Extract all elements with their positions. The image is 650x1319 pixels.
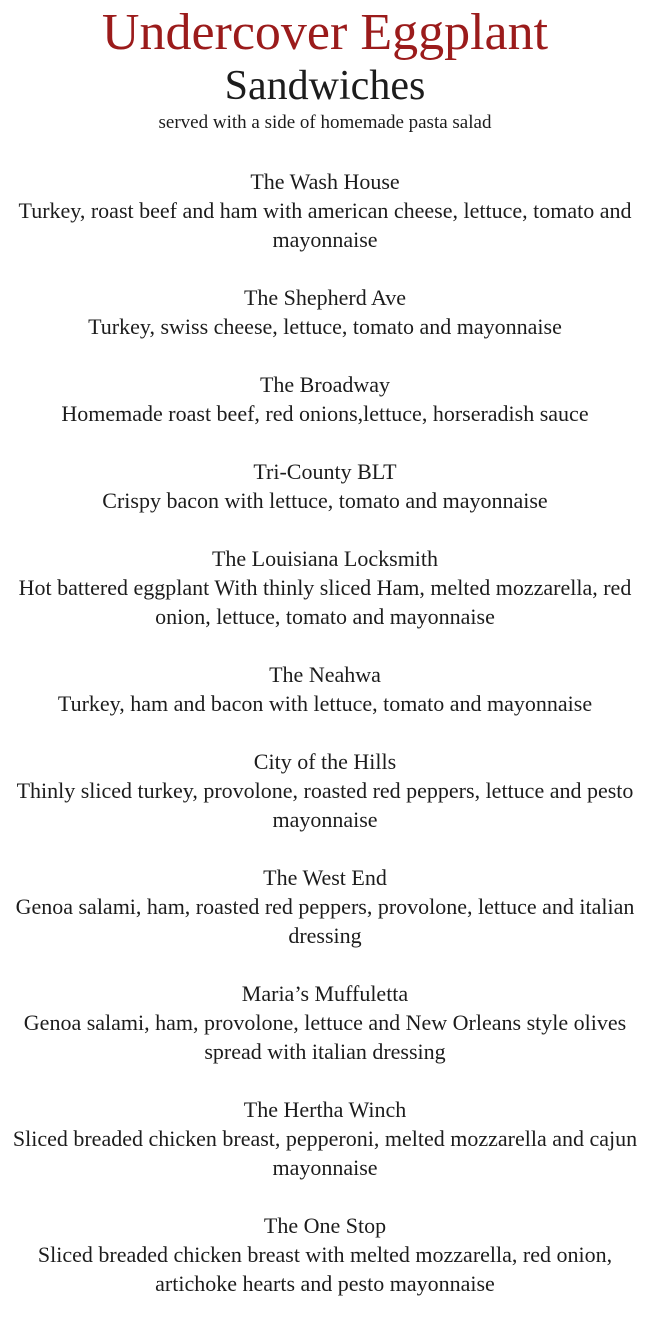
menu-item-description: Hot battered eggplant With thinly sliced Ham, melted mozzarella, red onion, lettuce, tomato and mayonnaise: [18, 575, 632, 629]
menu-item-name: The Neahwa: [269, 662, 381, 687]
menu-item-name: The Shepherd Ave: [243, 285, 407, 310]
menu-item-name: The West End: [263, 865, 387, 890]
menu-item-description: Genoa salami, ham, roasted red peppers, provolone, lettuce and italian dressing: [15, 894, 635, 948]
menu-item: [12, 863, 638, 950]
menu-item-description: Thinly sliced turkey, provolone, roasted red peppers, lettuce and pesto mayonnaise: [16, 778, 634, 832]
menu-item: [12, 370, 638, 428]
menu-item-description: Sliced breaded chicken breast with melted mozzarella, red onion, artichoke hearts and pesto mayonnaise: [37, 1242, 613, 1296]
menu-item-description: Sliced breaded chicken breast, pepperoni, melted mozzarella and cajun mayonnaise: [12, 1126, 638, 1180]
menu-item-description: Turkey, roast beef and ham with american cheese, lettuce, tomato and mayonnaise: [18, 198, 632, 252]
menu-item-name: The One Stop: [263, 1213, 387, 1238]
menu-item-description: Turkey, swiss cheese, lettuce, tomato and mayonnaise: [88, 314, 562, 339]
menu-item-name: Tri-County BLT: [253, 459, 397, 484]
menu-item-description: Crispy bacon with lettuce, tomato and mayonnaise: [102, 488, 548, 513]
menu-item: [12, 457, 638, 515]
menu-item: [12, 1095, 638, 1182]
menu-item-description: Genoa salami, ham, provolone, lettuce and New Orleans style olives spread with italian dressing: [23, 1010, 627, 1064]
menu-item-name: The Louisiana Locksmith: [211, 546, 439, 571]
menu-item-name: Maria’s Muffuletta: [241, 981, 409, 1006]
menu-item-name: The Broadway: [259, 372, 391, 397]
menu-item: [12, 747, 638, 834]
menu-title: Undercover Eggplant: [101, 4, 549, 61]
menu-item: [12, 283, 638, 341]
menu-item: [12, 660, 638, 718]
menu-item: [12, 1211, 638, 1298]
menu-item-name: City of the Hills: [253, 749, 397, 774]
menu-item: [12, 544, 638, 631]
menu-item-name: The Wash House: [250, 169, 400, 194]
menu-item-description: Homemade roast beef, red onions,lettuce, horseradish sauce: [61, 401, 589, 426]
menu-items: [12, 167, 638, 1298]
menu-item: [12, 167, 638, 254]
menu-item-description: Turkey, ham and bacon with lettuce, tomato and mayonnaise: [57, 691, 593, 716]
menu-item-name: The Hertha Winch: [243, 1097, 407, 1122]
menu-item: [12, 979, 638, 1066]
section-heading: Sandwiches: [224, 63, 426, 109]
section-tagline: served with a side of homemade pasta salad: [158, 112, 492, 133]
